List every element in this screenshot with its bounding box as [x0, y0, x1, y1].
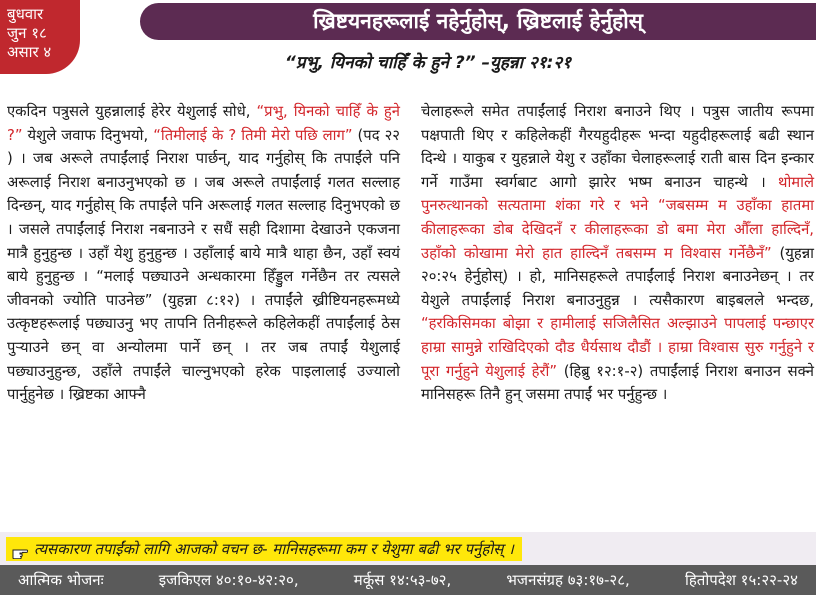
quote-text: “हरकिसिमका बोझा र हामीलाई सजिलैसित अल्झाउने पापलाई पन्छाएर हाम्रा सामुन्ने राखिदिएको दौड धैर्यसाथ दौडौं । हाम्रा विश्वास सुरु गर्नुहुने र पूरा गर्नुहुने येशुलाई हेरौं”: [421, 315, 814, 380]
reading-3: भजनसंग्रह ७३:१७-२८,: [506, 571, 630, 589]
body-text: (युहन्ना २०:२५ हेर्नुहोस्) । हो, मानिसहरूले तपाईंलाई निराश बनाउनेछन् । तर येशुले तपाईंलाई निराश बनाउनुहुन्न । त्यसैकारण बाइबलले भन्दछ,: [421, 244, 814, 309]
reading-4: हितोपदेश १५:२२-२४: [684, 571, 798, 589]
quote-text: थोमाले पुनरुत्थानको सत्यतामा शंका गरे र भने “जबसम्म म उहाँका हातमा कीलाहरूका डोब देखिदनँ र कीलाहरूका डो बमा मेरा औँला हाल्दिनँ, उहाँको कोखामा मेरो हात हाल्दिनँ तबसम्म म विश्वास गर्नेछैनँ”: [421, 173, 814, 262]
quote-text: “तिमीलाई के ? तिमी मेरो पछि लाग”: [153, 126, 353, 144]
takeaway-text: त्यसकारण तपाईंको लागि आजको वचन छ- मानिसहरूमा कम र येशुमा बढी भर पर्नुहोस् ।: [34, 540, 514, 558]
body-column-left: [7, 100, 400, 407]
footer-label: आत्मिक भोजनः: [18, 571, 104, 589]
quote-text: “प्रभु, यिनको चाहिँ के हुने ?”: [7, 103, 400, 144]
body-text: (हिब्रु १२:१-२) तपाईंलाई निराश बनाउन सक्ने मानिसहरू तिनै हुन् जसमा तपाईं भर पर्नुहुन्छ ।: [421, 362, 814, 404]
page-title: ख्रिष्टयनहरूलाई नहेर्नुहोस्, ख्रिष्टलाई हेर्नुहोस्: [140, 3, 816, 40]
body-text: एकदिन पत्रुसले युहन्नालाई हेरेर येशुलाई सोधे,: [7, 103, 257, 120]
date-weekday: बुधवार: [7, 5, 44, 23]
reading-2: मर्कूस १४:५३-७२,: [353, 571, 452, 589]
reading-1: इजकिएल ४०:१०-४२:२०,: [158, 571, 299, 589]
body-text: (पद २२ ) । जब अरूले तपाईंलाई निराश पार्छन्, याद गर्नुहोस् कि तपाईंले पनि अरूलाई निराश बनाउनुभएको छ । जब अरूले तपाईंलाई गलत सल्लाह दिन्छन्, याद गर्नुहोस् कि तपाईंले पनि अरूलाई गलत सल्लाह दिनुभएको छ । जसले तपाईंलाई निराश नबनाउने र सधैं सही दिशामा देखाउने एकजना मात्रै हुनुहुन्छ । उहाँ येशु हुनुहुन्छ । उहाँलाई बाये मात्रै थाहा छैन, उहाँ स्वयं बाये हुनुहुन्छ । “मलाई पछ्याउने अन्धकारमा हिँड्डुल गर्नेछैन तर त्यसले जीवनको ज्योति पाउनेछ” (युहन्ना ८:१२) । तपाईंले ख्रीष्टियनहरूमध्ये उत्कृष्टहरूलाई पछ्याउनु भए तापनि तिनीहरूले कहिलेकहीं तपाईंलाई ठेस पुऱ्याउने छन् वा अन्योलमा पार्ने छन् । तर जब तपाईं येशुलाई पछ्याउनुहुन्छ, उहाँले तपाईंले चाल्नुभएको हरेक पाइलालाई उज्यालो पार्नुहुनेछ । ख्रिष्टका आफ्नै: [7, 126, 400, 404]
date-nepali: असार ४: [7, 43, 52, 61]
footer-readings: [0, 565, 816, 595]
body-column-right: [421, 100, 814, 407]
body-text: येशुले जवाफ दिनुभयो,: [22, 126, 154, 144]
date-gregorian: जुन १८: [7, 24, 47, 42]
takeaway-highlight: [6, 537, 522, 561]
body-text: चेलाहरूले समेत तपाईंलाई निराश बनाउने थिए । पत्रुस जातीय रूपमा पक्षपाती थिए र कहिलेकहीं गैरयहुदीहरू भन्दा यहुदीहरूलाई बढी स्थान दिन्थे । याकुब र युहन्नाले येशु र उहाँका चेलाहरूलाई राती बास दिन इन्कार गर्ने गाउँमा स्वर्गबाट आगो झारेर भष्म बनाउन चाहन्थे ।: [421, 103, 814, 191]
pointing-hand-icon: [12, 542, 28, 556]
key-verse: “प्रभु, यिनको चाहिँ के हुने ?” –युहन्ना २१:२१: [284, 53, 572, 73]
